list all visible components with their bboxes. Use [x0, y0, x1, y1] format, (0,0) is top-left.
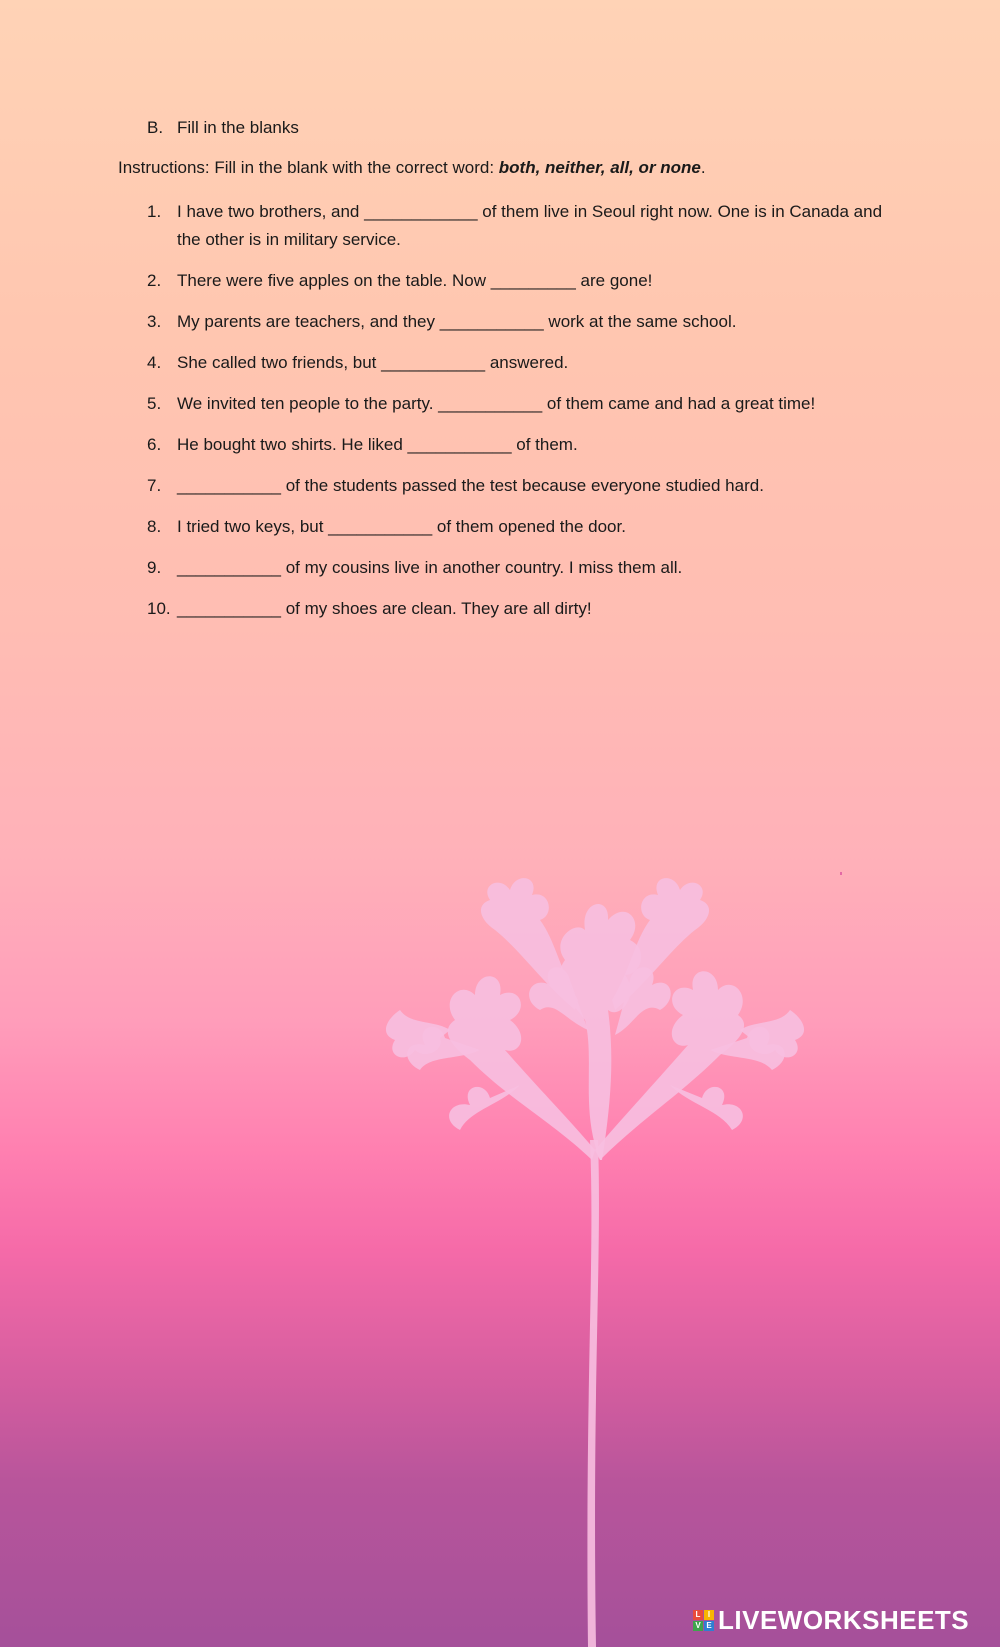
question-number: 3.	[147, 312, 162, 331]
question-text: We invited ten people to the party. ___________ of them came and had a great time!	[177, 394, 816, 413]
question-number: 8.	[147, 517, 162, 536]
question-item	[147, 431, 907, 459]
question-number: 7.	[147, 476, 162, 495]
question-item	[147, 390, 907, 418]
logo-letter: I	[704, 1610, 714, 1620]
logo-letter: V	[693, 1621, 703, 1631]
section-letter: B.	[147, 118, 164, 137]
parsley-leaf-illustration	[380, 860, 810, 1647]
question-list	[147, 198, 907, 636]
question-item	[147, 198, 907, 254]
question-text: ___________ of the students passed the test because everyone studied hard.	[177, 476, 764, 495]
question-text: I have two brothers, and ____________ of them live in Seoul right now. One is in Canada and the other is in military service.	[177, 202, 883, 249]
question-item	[147, 267, 907, 295]
question-text: ___________ of my shoes are clean. They are all dirty!	[177, 599, 592, 618]
instructions-end: .	[700, 158, 706, 177]
liveworksheets-brand	[693, 1604, 969, 1636]
section-title: Fill in the blanks	[177, 118, 299, 137]
question-number: 4.	[147, 353, 162, 372]
question-number: 10.	[147, 599, 171, 618]
question-text: My parents are teachers, and they ___________ work at the same school.	[177, 312, 737, 331]
section-heading	[147, 118, 299, 138]
liveworksheets-logo-icon	[693, 1610, 714, 1631]
instructions-keywords: both, neither, all, or none	[498, 158, 701, 177]
question-number: 5.	[147, 394, 162, 413]
question-item	[147, 554, 907, 582]
question-text: She called two friends, but ___________ answered.	[177, 353, 569, 372]
question-number: 2.	[147, 271, 162, 290]
instructions-lead: Instructions: Fill in the blank with the correct word:	[118, 158, 499, 177]
question-text: I tried two keys, but ___________ of them opened the door.	[177, 517, 626, 536]
speck-mark	[840, 872, 842, 875]
question-text: There were five apples on the table. Now _________ are gone!	[177, 271, 653, 290]
question-item	[147, 472, 907, 500]
question-item	[147, 308, 907, 336]
question-text: He bought two shirts. He liked ___________ of them.	[177, 435, 578, 454]
question-item	[147, 595, 907, 623]
question-item	[147, 513, 907, 541]
question-item	[147, 349, 907, 377]
instructions	[118, 158, 706, 178]
question-text: ___________ of my cousins live in another country. I miss them all.	[177, 558, 683, 577]
brand-name: LIVEWORKSHEETS	[718, 1604, 970, 1635]
logo-letter: L	[693, 1610, 703, 1620]
question-number: 6.	[147, 435, 162, 454]
logo-letter: E	[704, 1621, 714, 1631]
question-number: 1.	[147, 202, 162, 221]
question-number: 9.	[147, 558, 162, 577]
